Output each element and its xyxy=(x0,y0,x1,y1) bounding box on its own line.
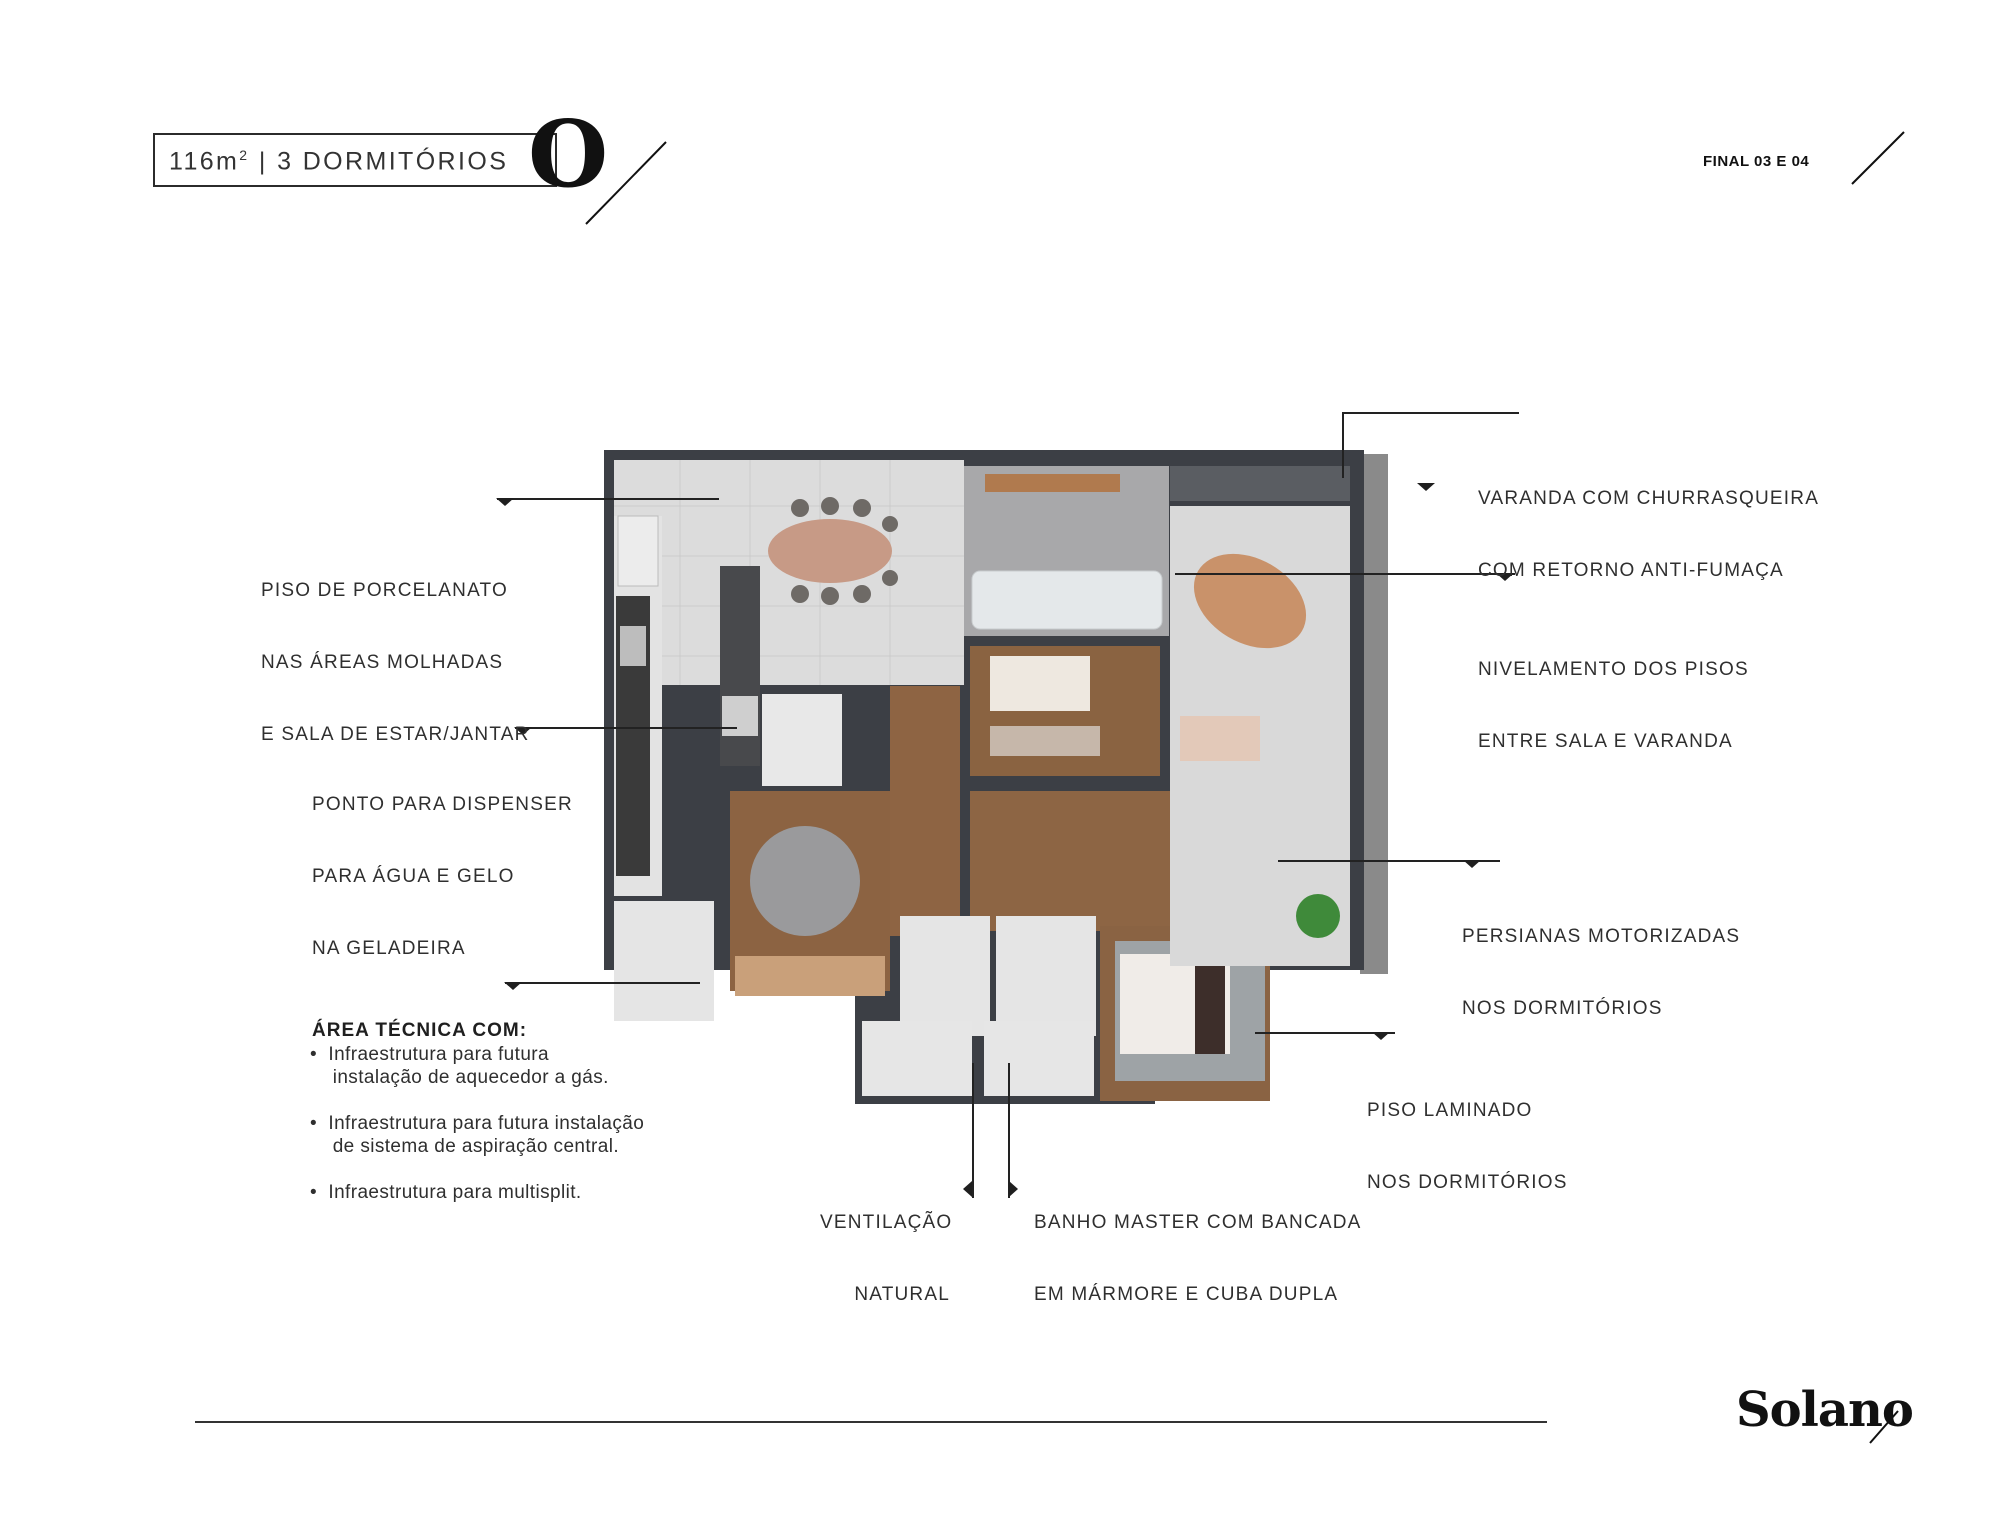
footer-rule xyxy=(195,1421,1547,1423)
bedrooms-label: 3 DORMITÓRIOS xyxy=(277,147,509,176)
bathroom-master-b xyxy=(996,916,1096,1036)
dining-table xyxy=(768,519,892,583)
bathroom-master-a xyxy=(900,916,990,1036)
arrow-piso-laminado-icon xyxy=(1372,1032,1390,1040)
unit-title xyxy=(169,147,508,176)
round-rug xyxy=(750,826,860,936)
final-label: FINAL 03 E 04 xyxy=(1703,153,1810,170)
stone-strip xyxy=(1360,454,1388,974)
label-varanda: VARANDA COM CHURRASQUEIRA COM RETORNO ANTI-FUMAÇA xyxy=(1478,488,1820,581)
title-separator: | xyxy=(249,147,278,176)
label-nivelamento: NIVELAMENTO DOS PISOS ENTRE SALA E VARANDA xyxy=(1478,659,1749,752)
leader-varanda xyxy=(1342,412,1519,414)
arrow-banho-icon xyxy=(1009,1181,1018,1197)
arrow-ventilacao-icon xyxy=(963,1181,972,1197)
label-piso-porcelanato: PISO DE PORCELANATO NAS ÁREAS MOLHADAS E SALA DE ESTAR/JANTAR xyxy=(261,580,530,745)
bathroom-social xyxy=(762,694,842,786)
plant xyxy=(1296,894,1340,938)
arrow-porcelanato-icon xyxy=(496,498,514,506)
label-persianas: PERSIANAS MOTORIZADAS NOS DORMITÓRIOS xyxy=(1462,926,1741,1019)
area-tecnica-item-3: • Infraestrutura para multisplit. xyxy=(310,1182,582,1203)
logo-letter: O xyxy=(528,100,609,208)
sofa xyxy=(972,571,1162,629)
brand-slash-icon xyxy=(1868,1405,1900,1445)
arrow-persianas-icon xyxy=(1463,860,1481,868)
label-ventilacao: VENTILAÇÃO NATURAL xyxy=(820,1212,953,1305)
label-banho-master: BANHO MASTER COM BANCADA EM MÁRMORE E CUBA DUPLA xyxy=(1034,1212,1362,1305)
area-tecnica-item-2: • Infraestrutura para futura instalação de sistema de aspiração central. xyxy=(310,1113,645,1157)
brand-logo: Solano xyxy=(1736,1382,1913,1438)
leader-nivelamento xyxy=(1175,573,1515,575)
label-piso-laminado: PISO LAMINADO NOS DORMITÓRIOS xyxy=(1367,1100,1568,1193)
leader-ventilacao xyxy=(972,1063,974,1198)
leader-varanda-vertical xyxy=(1342,412,1344,478)
hall-floor xyxy=(890,686,960,936)
floor-plan xyxy=(600,446,1390,1106)
area-superscript: 2 xyxy=(239,147,250,163)
area-tecnica-heading: ÁREA TÉCNICA COM: xyxy=(312,1020,528,1041)
header-slash-icon xyxy=(580,138,670,228)
leader-dispenser xyxy=(515,727,737,729)
final-slash-icon xyxy=(1848,128,1908,188)
title-box xyxy=(153,133,557,187)
leader-banho xyxy=(1008,1063,1010,1198)
service-area xyxy=(614,901,714,1021)
arrow-varanda-icon xyxy=(1417,483,1435,491)
area-value: 116m xyxy=(169,147,240,176)
area-tecnica-item-1: • Infraestrutura para futura instalação de aquecedor a gás. xyxy=(310,1044,609,1088)
leader-porcelanato xyxy=(497,498,719,500)
label-dispenser: PONTO PARA DISPENSER PARA ÁGUA E GELO NA GELADEIRA xyxy=(312,794,573,959)
